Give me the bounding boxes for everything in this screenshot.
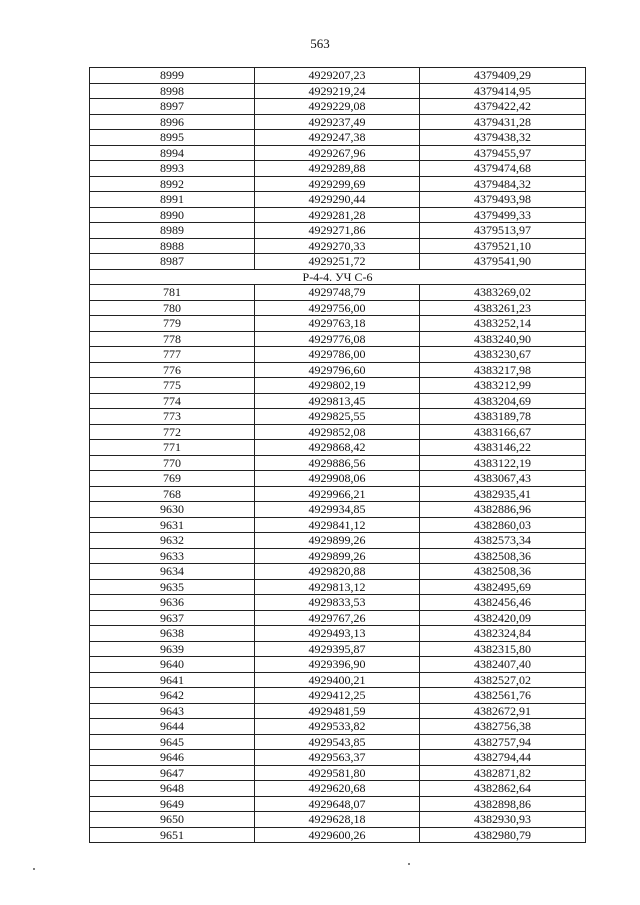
point-number-cell: 9644 xyxy=(90,719,255,735)
x-coordinate-cell: 4929543,85 xyxy=(255,734,420,750)
y-coordinate-cell: 4382495,69 xyxy=(420,579,586,595)
point-number-cell: 8988 xyxy=(90,238,255,254)
x-coordinate-cell: 4929299,69 xyxy=(255,176,420,192)
table-row xyxy=(90,362,586,378)
x-coordinate-cell: 4929267,96 xyxy=(255,145,420,161)
point-number-cell: 775 xyxy=(90,378,255,394)
x-coordinate-cell: 4929852,08 xyxy=(255,424,420,440)
y-coordinate-cell: 4382527,02 xyxy=(420,672,586,688)
table-row xyxy=(90,750,586,766)
table-row xyxy=(90,672,586,688)
y-coordinate-cell: 4379521,10 xyxy=(420,238,586,254)
point-number-cell: 9645 xyxy=(90,734,255,750)
table-row xyxy=(90,440,586,456)
point-number-cell: 772 xyxy=(90,424,255,440)
x-coordinate-cell: 4929620,68 xyxy=(255,781,420,797)
point-number-cell: 8998 xyxy=(90,83,255,99)
point-number-cell: 8997 xyxy=(90,99,255,115)
x-coordinate-cell: 4929251,72 xyxy=(255,254,420,270)
y-coordinate-cell: 4383261,23 xyxy=(420,300,586,316)
x-coordinate-cell: 4929899,26 xyxy=(255,548,420,564)
table-row xyxy=(90,610,586,626)
table-row xyxy=(90,595,586,611)
table-row xyxy=(90,409,586,425)
point-number-cell: 9650 xyxy=(90,812,255,828)
point-number-cell: 776 xyxy=(90,362,255,378)
point-number-cell: 774 xyxy=(90,393,255,409)
table-row xyxy=(90,703,586,719)
x-coordinate-cell: 4929748,79 xyxy=(255,285,420,301)
x-coordinate-cell: 4929581,80 xyxy=(255,765,420,781)
x-coordinate-cell: 4929247,38 xyxy=(255,130,420,146)
y-coordinate-cell: 4382871,82 xyxy=(420,765,586,781)
table-row xyxy=(90,579,586,595)
y-coordinate-cell: 4382862,64 xyxy=(420,781,586,797)
x-coordinate-cell: 4929813,12 xyxy=(255,579,420,595)
table-row xyxy=(90,548,586,564)
y-coordinate-cell: 4383230,67 xyxy=(420,347,586,363)
y-coordinate-cell: 4382794,44 xyxy=(420,750,586,766)
table-row xyxy=(90,300,586,316)
point-number-cell: 770 xyxy=(90,455,255,471)
y-coordinate-cell: 4379541,90 xyxy=(420,254,586,270)
y-coordinate-cell: 4382980,79 xyxy=(420,827,586,843)
x-coordinate-cell: 4929825,55 xyxy=(255,409,420,425)
y-coordinate-cell: 4383166,67 xyxy=(420,424,586,440)
y-coordinate-cell: 4383212,99 xyxy=(420,378,586,394)
x-coordinate-cell: 4929395,87 xyxy=(255,641,420,657)
y-coordinate-cell: 4382508,36 xyxy=(420,564,586,580)
x-coordinate-cell: 4929493,13 xyxy=(255,626,420,642)
point-number-cell: 8987 xyxy=(90,254,255,270)
y-coordinate-cell: 4382456,46 xyxy=(420,595,586,611)
table-row xyxy=(90,83,586,99)
y-coordinate-cell: 4379414,95 xyxy=(420,83,586,99)
y-coordinate-cell: 4383252,14 xyxy=(420,316,586,332)
scan-speck xyxy=(33,868,35,870)
x-coordinate-cell: 4929813,45 xyxy=(255,393,420,409)
x-coordinate-cell: 4929934,85 xyxy=(255,502,420,518)
table-row xyxy=(90,207,586,223)
table-row xyxy=(90,223,586,239)
y-coordinate-cell: 4379438,32 xyxy=(420,130,586,146)
table-row xyxy=(90,688,586,704)
x-coordinate-cell: 4929648,07 xyxy=(255,796,420,812)
table-row xyxy=(90,254,586,270)
point-number-cell: 9640 xyxy=(90,657,255,673)
y-coordinate-cell: 4383269,02 xyxy=(420,285,586,301)
table-row xyxy=(90,99,586,115)
table-row xyxy=(90,238,586,254)
y-coordinate-cell: 4382860,03 xyxy=(420,517,586,533)
x-coordinate-cell: 4929820,88 xyxy=(255,564,420,580)
y-coordinate-cell: 4382935,41 xyxy=(420,486,586,502)
point-number-cell: 9638 xyxy=(90,626,255,642)
point-number-cell: 8991 xyxy=(90,192,255,208)
point-number-cell: 9641 xyxy=(90,672,255,688)
page-number: 563 xyxy=(310,36,330,51)
x-coordinate-cell: 4929802,19 xyxy=(255,378,420,394)
x-coordinate-cell: 4929763,18 xyxy=(255,316,420,332)
table-row xyxy=(90,424,586,440)
x-coordinate-cell: 4929219,24 xyxy=(255,83,420,99)
y-coordinate-cell: 4379513,97 xyxy=(420,223,586,239)
point-number-cell: 8989 xyxy=(90,223,255,239)
point-number-cell: 9642 xyxy=(90,688,255,704)
table-row xyxy=(90,68,586,84)
table-row xyxy=(90,486,586,502)
table-row xyxy=(90,161,586,177)
point-number-cell: 9633 xyxy=(90,548,255,564)
table-row xyxy=(90,285,586,301)
y-coordinate-cell: 4379484,32 xyxy=(420,176,586,192)
x-coordinate-cell: 4929270,33 xyxy=(255,238,420,254)
point-number-cell: 8996 xyxy=(90,114,255,130)
table-row xyxy=(90,564,586,580)
table-row xyxy=(90,347,586,363)
table-row xyxy=(90,502,586,518)
point-number-cell: 771 xyxy=(90,440,255,456)
point-number-cell: 8999 xyxy=(90,68,255,84)
y-coordinate-cell: 4383204,69 xyxy=(420,393,586,409)
x-coordinate-cell: 4929290,44 xyxy=(255,192,420,208)
point-number-cell: 8990 xyxy=(90,207,255,223)
table-row xyxy=(90,130,586,146)
coordinates-table xyxy=(89,67,586,843)
y-coordinate-cell: 4382573,34 xyxy=(420,533,586,549)
x-coordinate-cell: 4929833,53 xyxy=(255,595,420,611)
x-coordinate-cell: 4929756,00 xyxy=(255,300,420,316)
y-coordinate-cell: 4379474,68 xyxy=(420,161,586,177)
point-number-cell: 9643 xyxy=(90,703,255,719)
table-row xyxy=(90,641,586,657)
point-number-cell: 9636 xyxy=(90,595,255,611)
table-row xyxy=(90,145,586,161)
point-number-cell: 8992 xyxy=(90,176,255,192)
x-coordinate-cell: 4929281,28 xyxy=(255,207,420,223)
x-coordinate-cell: 4929481,59 xyxy=(255,703,420,719)
point-number-cell: 9630 xyxy=(90,502,255,518)
x-coordinate-cell: 4929868,42 xyxy=(255,440,420,456)
table-row xyxy=(90,781,586,797)
point-number-cell: 9634 xyxy=(90,564,255,580)
x-coordinate-cell: 4929533,82 xyxy=(255,719,420,735)
table-row xyxy=(90,734,586,750)
x-coordinate-cell: 4929237,49 xyxy=(255,114,420,130)
table-row xyxy=(90,331,586,347)
x-coordinate-cell: 4929600,26 xyxy=(255,827,420,843)
x-coordinate-cell: 4929966,21 xyxy=(255,486,420,502)
coordinates-table-body xyxy=(90,68,586,843)
y-coordinate-cell: 4382407,40 xyxy=(420,657,586,673)
table-row xyxy=(90,827,586,843)
point-number-cell: 9651 xyxy=(90,827,255,843)
x-coordinate-cell: 4929271,86 xyxy=(255,223,420,239)
x-coordinate-cell: 4929400,21 xyxy=(255,672,420,688)
x-coordinate-cell: 4929289,88 xyxy=(255,161,420,177)
point-number-cell: 8994 xyxy=(90,145,255,161)
point-number-cell: 769 xyxy=(90,471,255,487)
table-row xyxy=(90,393,586,409)
x-coordinate-cell: 4929229,08 xyxy=(255,99,420,115)
table-row xyxy=(90,316,586,332)
y-coordinate-cell: 4379499,33 xyxy=(420,207,586,223)
point-number-cell: 778 xyxy=(90,331,255,347)
y-coordinate-cell: 4379455,97 xyxy=(420,145,586,161)
y-coordinate-cell: 4382756,38 xyxy=(420,719,586,735)
y-coordinate-cell: 4383217,98 xyxy=(420,362,586,378)
section-header: Р-4-4. УЧ С-6 xyxy=(90,269,586,285)
point-number-cell: 9635 xyxy=(90,579,255,595)
table-row xyxy=(90,114,586,130)
x-coordinate-cell: 4929776,08 xyxy=(255,331,420,347)
point-number-cell: 9632 xyxy=(90,533,255,549)
table-row xyxy=(90,626,586,642)
table-row xyxy=(90,176,586,192)
point-number-cell: 9647 xyxy=(90,765,255,781)
y-coordinate-cell: 4382757,94 xyxy=(420,734,586,750)
section-header-row xyxy=(90,269,586,285)
point-number-cell: 9639 xyxy=(90,641,255,657)
y-coordinate-cell: 4382930,93 xyxy=(420,812,586,828)
y-coordinate-cell: 4382898,86 xyxy=(420,796,586,812)
point-number-cell: 773 xyxy=(90,409,255,425)
x-coordinate-cell: 4929207,23 xyxy=(255,68,420,84)
y-coordinate-cell: 4379431,28 xyxy=(420,114,586,130)
x-coordinate-cell: 4929563,37 xyxy=(255,750,420,766)
y-coordinate-cell: 4379422,42 xyxy=(420,99,586,115)
y-coordinate-cell: 4379409,29 xyxy=(420,68,586,84)
table-row xyxy=(90,533,586,549)
point-number-cell: 779 xyxy=(90,316,255,332)
y-coordinate-cell: 4382315,80 xyxy=(420,641,586,657)
point-number-cell: 9631 xyxy=(90,517,255,533)
table-row xyxy=(90,455,586,471)
point-number-cell: 9648 xyxy=(90,781,255,797)
point-number-cell: 781 xyxy=(90,285,255,301)
x-coordinate-cell: 4929786,00 xyxy=(255,347,420,363)
table-row xyxy=(90,378,586,394)
x-coordinate-cell: 4929628,18 xyxy=(255,812,420,828)
table-row xyxy=(90,657,586,673)
y-coordinate-cell: 4383146,22 xyxy=(420,440,586,456)
point-number-cell: 777 xyxy=(90,347,255,363)
y-coordinate-cell: 4383122,19 xyxy=(420,455,586,471)
x-coordinate-cell: 4929796,60 xyxy=(255,362,420,378)
table-row xyxy=(90,765,586,781)
table-row xyxy=(90,812,586,828)
point-number-cell: 8995 xyxy=(90,130,255,146)
point-number-cell: 768 xyxy=(90,486,255,502)
table-row xyxy=(90,192,586,208)
y-coordinate-cell: 4382672,91 xyxy=(420,703,586,719)
x-coordinate-cell: 4929886,56 xyxy=(255,455,420,471)
table-row xyxy=(90,796,586,812)
point-number-cell: 9649 xyxy=(90,796,255,812)
scan-speck xyxy=(408,863,410,865)
x-coordinate-cell: 4929908,06 xyxy=(255,471,420,487)
y-coordinate-cell: 4382324,84 xyxy=(420,626,586,642)
table-row xyxy=(90,719,586,735)
x-coordinate-cell: 4929396,90 xyxy=(255,657,420,673)
x-coordinate-cell: 4929841,12 xyxy=(255,517,420,533)
y-coordinate-cell: 4379493,98 xyxy=(420,192,586,208)
table-row xyxy=(90,471,586,487)
x-coordinate-cell: 4929899,26 xyxy=(255,533,420,549)
point-number-cell: 8993 xyxy=(90,161,255,177)
table-row xyxy=(90,517,586,533)
y-coordinate-cell: 4382886,96 xyxy=(420,502,586,518)
point-number-cell: 780 xyxy=(90,300,255,316)
y-coordinate-cell: 4382508,36 xyxy=(420,548,586,564)
point-number-cell: 9637 xyxy=(90,610,255,626)
x-coordinate-cell: 4929412,25 xyxy=(255,688,420,704)
y-coordinate-cell: 4383189,78 xyxy=(420,409,586,425)
x-coordinate-cell: 4929767,26 xyxy=(255,610,420,626)
y-coordinate-cell: 4383240,90 xyxy=(420,331,586,347)
y-coordinate-cell: 4382420,09 xyxy=(420,610,586,626)
point-number-cell: 9646 xyxy=(90,750,255,766)
y-coordinate-cell: 4383067,43 xyxy=(420,471,586,487)
y-coordinate-cell: 4382561,76 xyxy=(420,688,586,704)
